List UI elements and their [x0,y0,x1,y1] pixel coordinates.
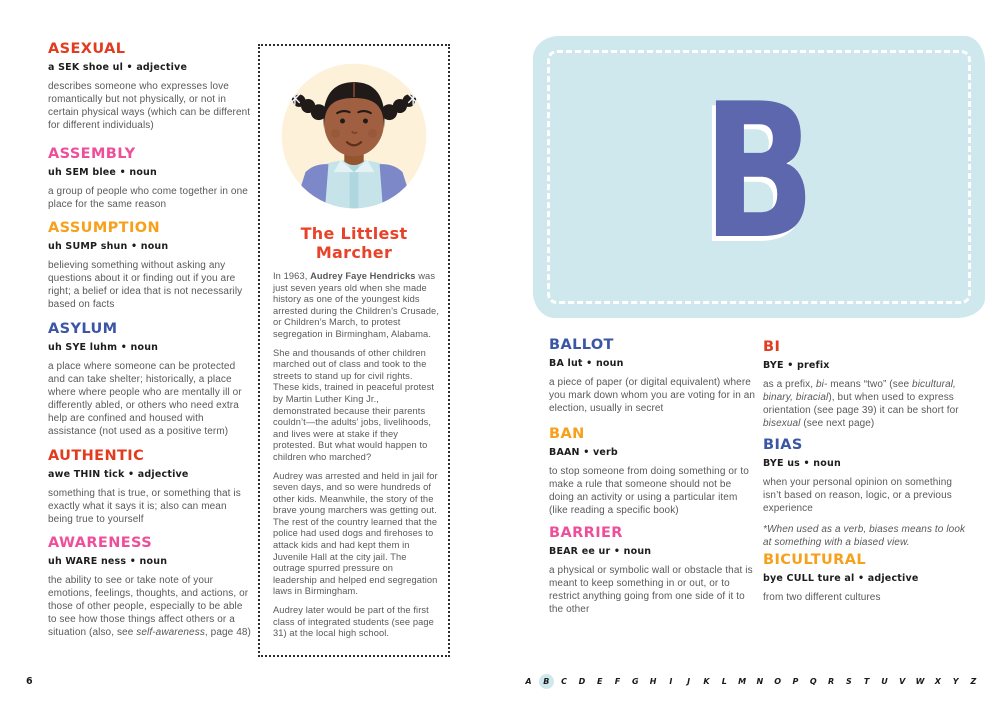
story-body [260,262,448,640]
entry-pronunciation: uh SEM blee • noun [48,167,157,178]
entry-barrier [549,524,757,616]
entry-definition: believing something without asking any questions about it or finding out if you are right; a belief or idea that is not necessarily based on facts [48,260,243,310]
entry-definition: describes someone who expresses love romantically but not physically, or not in certain physical ways (which can be different for different individuals) [48,81,251,131]
alphabet-letter-w: W [915,677,925,686]
entry-word: BI [763,339,781,355]
entry-pronunciation: awe THIN tick • adjective [48,469,189,480]
alphabet-letter-c: C [561,677,568,686]
entry-bias [763,436,971,549]
alphabet-letter-f: F [614,677,621,686]
alphabet-letter-s: S [845,677,852,686]
page-number: 6 [26,676,33,687]
entry-asylum [48,320,253,438]
entry-ban [549,425,757,517]
alphabet-letter-u: U [881,677,888,686]
entry-word: AUTHENTIC [48,448,145,464]
alphabet-letter-n: N [756,677,764,686]
entry-word: BARRIER [549,525,623,541]
alphabet-letter-e: E [596,677,603,686]
alphabet-letter-v: V [899,677,906,686]
alphabet-letter-h: H [649,677,657,686]
entry-word: ASYLUM [48,321,118,337]
section-letter: B [702,63,816,280]
entry-pronunciation: a SEK shoe ul • adjective [48,62,188,73]
entry-definition: the ability to see or take note of your emotions, feelings, thoughts, and actions, or those of other people, especially to be able to see how those things affect others or a situation (also, see self-awareness, page 48) [48,575,251,638]
story-paragraph: She and thousands of other children marched out of class and took to the streets to stand up for civil rights. These kids, trained in peaceful protest by Martin Luther King Jr., demonstrated because their parents couldn’t—the adults’ jobs, livelihoods, and lives were at stake if they protested. But what would happen to children who marched? [273,347,435,462]
entry-ballot [549,336,757,415]
alphabet-letter-q: Q [809,677,817,686]
alphabet-letter-o: O [774,677,782,686]
entry-definition: to stop someone from doing something or to make a rule that someone should not be doing an activity or using a particular item (like reading a specific book) [549,466,749,516]
story-title: The Littlest Marcher [300,224,408,262]
entry-definition: from two different cultures [763,592,881,603]
entry-bicultural [763,551,971,604]
alphabet-letter-t: T [863,677,870,686]
entry-pronunciation: BEAR ee ur • noun [549,546,652,557]
entry-word: AWARENESS [48,535,153,551]
entry-word: ASSEMBLY [48,146,136,162]
story-paragraph: Audrey later would be part of the first class of integrated students (see page 31) at the local high school. [273,605,434,639]
section-letter-panel [533,36,985,318]
entry-asexual [48,40,253,132]
entry-definition: as a prefix, bi- means “two” (see bicultural, binary, biracial), but when used to express orientation (see page 39) it can be short for bisexual (see next page) [763,379,959,429]
story-paragraph: In 1963, Audrey Faye Hendricks was just seven years old when she made history as one of the youngest kids arrested during the Children’s Crusade, or Children’s March, to protest segregation in Birmingham, Alabama. [273,271,439,339]
alphabet-letter-l: L [721,677,727,686]
alphabet-letter-p: P [792,677,799,686]
entry-word: BICULTURAL [763,552,866,568]
entry-pronunciation: BA lut • noun [549,358,624,369]
girl-with-braids-illustration [279,61,429,211]
alphabet-letter-y: Y [952,677,959,686]
entry-word: BIAS [763,437,803,453]
alphabet-letter-x: X [934,677,941,686]
entry-pronunciation: uh SYE luhm • noun [48,342,159,353]
entry-word: ASSUMPTION [48,220,161,236]
entry-pronunciation: uh WARE ness • noun [48,556,168,567]
entry-definition: a piece of paper (or digital equivalent) where you mark down whom you are voting for in an election, usually in secret [549,377,756,414]
entry-pronunciation: uh SUMP shun • noun [48,241,169,252]
entry-authentic [48,447,253,526]
alphabet-letter-d: D [578,677,586,686]
entry-bi [763,338,971,430]
alphabet-letter-g: G [631,677,639,686]
entry-pronunciation: BAAN • verb [549,447,618,458]
entry-assumption [48,219,253,311]
alphabet-letter-b: B [539,674,554,689]
alphabet-letter-j: J [687,677,691,686]
entry-assembly [48,145,253,211]
entry-pronunciation: bye CULL ture al • adjective [763,573,919,584]
entry-definition: something that is true, or something that is exactly what it says it is; also can mean being true to yourself [48,488,241,525]
alphabet-letter-m: M [738,677,747,686]
entry-awareness [48,534,253,639]
entry-footnote: *When used as a verb, biases means to look at something with a biased view. [763,524,966,548]
alphabet-letter-i: I [669,677,673,686]
entry-definition: a place where someone can be protected and can take shelter; historically, a place where where people who are mentally ill or differently abled, or others who need extra help are confined and housed with assistance (not used as a positive term) [48,361,242,437]
entry-definition: a group of people who come together in one place for the same reason [48,186,248,210]
entry-pronunciation: BYE • prefix [763,360,830,371]
entry-word: ASEXUAL [48,41,126,57]
alphabet-letter-a: A [525,677,532,686]
entry-word: BALLOT [549,337,614,353]
entry-pronunciation: BYE us • noun [763,458,841,469]
entry-word: BAN [549,426,585,442]
entry-definition: a physical or symbolic wall or obstacle that is meant to keep something in or out, or to restrict anything going from one side of it to the other [549,565,753,615]
entry-definition: when your personal opinion on something isn’t based on reason, logic, or a previous experience [763,477,953,514]
alphabet-letter-r: R [827,677,835,686]
story-sidebar [258,44,450,657]
alphabet-letter-k: K [703,677,710,686]
story-paragraph: Audrey was arrested and held in jail for seven days, and so were hundreds of other kids. Meanwhile, the story of the brave young marchers was getting out. The rest of the country learned that the police had used dogs and firehoses to attack kids and had kept them in Juvenile Hall at the city jail. The outrage spurred pressure on leadership and helped end segregation laws in Birmingham. [273,470,438,597]
alphabet-letter-z: Z [970,677,977,686]
alphabet-nav [521,674,981,689]
